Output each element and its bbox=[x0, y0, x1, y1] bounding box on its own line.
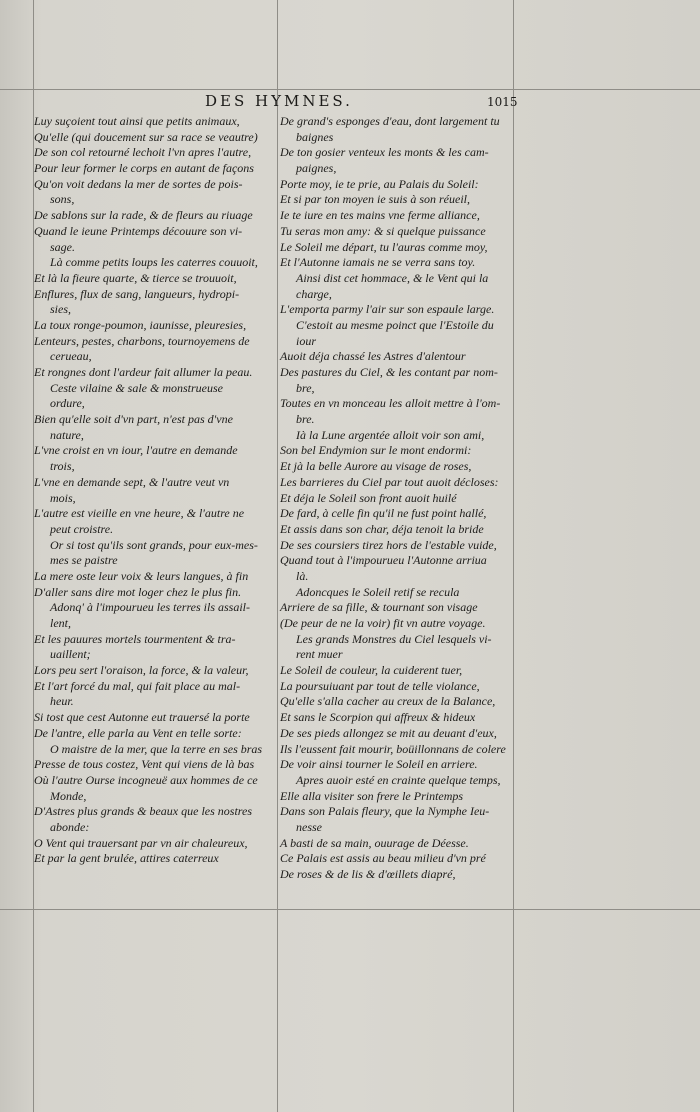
verse-line: Et par la gent brulée, attires caterreux bbox=[34, 851, 219, 866]
verse-line: ordure, bbox=[50, 396, 85, 411]
verse-line: L'vne en demande sept, & l'autre veut vn bbox=[34, 474, 230, 489]
verse-line: O Vent qui trauersant par vn air chaleureux, bbox=[34, 835, 248, 850]
verse-line: Et déja le Soleil son front auoit huilé bbox=[280, 490, 457, 505]
verse-line: Ie te iure en tes mains vne ferme alliance, bbox=[280, 208, 480, 223]
verse-line: mois, bbox=[50, 490, 76, 505]
verse-line: Elle alla visiter son frere le Printemps bbox=[280, 788, 464, 803]
verse-line: De l'antre, elle parla au Vent en telle sorte: bbox=[34, 725, 242, 740]
verse-line: De voir ainsi tourner le Soleil en arriere. bbox=[280, 757, 478, 772]
verse-line: sage. bbox=[50, 239, 75, 254]
verse-line: De ses coursiers tirez hors de l'estable vuide, bbox=[280, 537, 497, 552]
top-rule bbox=[0, 89, 700, 90]
verse-line: Qu'elle (qui doucement sur sa race se veautre) bbox=[34, 129, 258, 144]
verse-line: De roses & de lis & d'œillets diapré, bbox=[280, 867, 456, 881]
verse-line: trois, bbox=[50, 459, 75, 474]
verse-line: Ceste vilaine & sale & monstrueuse bbox=[50, 380, 223, 395]
verse-line: Là comme petits loups les caterres couuoit, bbox=[50, 255, 258, 270]
verse-line: La mere oste leur voix & leurs langues, à fin bbox=[34, 568, 249, 583]
verse-line: Toutes en vn monceau les alloit mettre à l'om- bbox=[280, 396, 501, 411]
verse-line: sies, bbox=[50, 302, 71, 317]
verse-line: iour bbox=[296, 333, 317, 348]
verse-line: De sablons sur la rade, & de fleurs au riuage bbox=[34, 208, 253, 223]
verse-line: Lors peu sert l'oraison, la force, & la valeur, bbox=[34, 663, 249, 678]
verse-line: La toux ronge-poumon, iaunisse, pleuresies, bbox=[34, 317, 247, 332]
verse-line: sons, bbox=[50, 192, 75, 207]
verse-line: Et l'art forcé du mal, qui fait place au mal- bbox=[34, 678, 241, 693]
verse-line: Les grands Monstres du Ciel lesquels vi- bbox=[296, 631, 492, 646]
verse-line: Si tost que cest Autonne eut trauersé la porte bbox=[34, 710, 250, 725]
verse-line: Dans son Palais fleury, que la Nymphe Ieu- bbox=[280, 804, 490, 819]
verse-line: L'emporta parmy l'air sur son espaule large. bbox=[280, 302, 495, 317]
verse-line: bre, bbox=[296, 380, 315, 395]
verse-line: mes se paistre bbox=[50, 553, 118, 568]
verse-line: rent muer bbox=[296, 647, 343, 662]
verse-line: Auoit déja chassé les Astres d'alentour bbox=[280, 349, 466, 364]
verse-line: Arriere de sa fille, & tournant son visage bbox=[280, 600, 478, 615]
verse-line: Presse de tous costez, Vent qui viens de là bas bbox=[34, 757, 255, 772]
verse-line: uaillent; bbox=[50, 647, 91, 662]
verse-line: Ce Palais est assis au beau milieu d'vn pré bbox=[280, 851, 486, 866]
verse-line: Bien qu'elle soit d'vn part, n'est pas d'vne bbox=[34, 412, 233, 427]
verse-line: Et les pauures mortels tourmentent & tra- bbox=[34, 631, 236, 646]
verse-line: Pour leur former le corps en autant de façons bbox=[34, 161, 254, 176]
verse-line: A basti de sa main, ouurage de Déesse. bbox=[280, 835, 469, 850]
verse-line: Qu'on voit dedans la mer de sortes de pois- bbox=[34, 176, 243, 191]
verse-line: De grand's esponges d'eau, dont largement tu bbox=[280, 114, 500, 128]
verse-line: De ses pieds allongez se mit au deuant d'eux, bbox=[280, 725, 497, 740]
verse-line: Apres auoir esté en crainte quelque temps, bbox=[296, 772, 501, 787]
verse-line: Et jà la belle Aurore au visage de roses, bbox=[280, 459, 472, 474]
verse-line: Et là la fieure quarte, & tierce se trouuoit, bbox=[34, 270, 237, 285]
verse-line: Où l'autre Ourse incogneuë aux hommes de ce bbox=[34, 772, 258, 787]
verse-line: Des pastures du Ciel, & les contant par nom- bbox=[280, 365, 498, 379]
verse-line: Quand le ieune Printemps découure son vi- bbox=[34, 223, 243, 238]
verse-line: Ià la Lune argentée alloit voir son ami, bbox=[296, 427, 485, 442]
verse-line: baignes bbox=[296, 129, 334, 144]
verse-line: cerueau, bbox=[50, 349, 92, 364]
verse-line: Et assis dans son char, déja tenoit la bride bbox=[280, 521, 484, 536]
verse-line: abonde: bbox=[50, 819, 90, 834]
verse-line: La poursuiuant par tout de telle violance, bbox=[280, 678, 480, 693]
right-text-column bbox=[280, 114, 516, 883]
verse-line: Tu seras mon amy: & si quelque puissance bbox=[280, 223, 486, 238]
verse-line: nesse bbox=[296, 819, 322, 834]
verse-line: Son bel Endymion sur le mont endormi: bbox=[280, 443, 472, 458]
verse-line: Le Soleil de couleur, la cuiderent tuer, bbox=[280, 663, 463, 678]
verse-line: C'estoit au mesme poinct que l'Estoile du bbox=[296, 317, 494, 332]
verse-line: L'vne croist en vn iour, l'autre en demande bbox=[34, 443, 238, 458]
verse-line: là. bbox=[296, 568, 309, 583]
verse-line: charge, bbox=[296, 286, 332, 301]
verse-line: Le Soleil me départ, tu l'auras comme moy, bbox=[280, 239, 488, 254]
verse-line: lent, bbox=[50, 616, 71, 630]
verse-line: heur. bbox=[50, 694, 74, 709]
verse-line: Et si par ton moyen ie suis à son réueil, bbox=[280, 192, 470, 207]
bottom-rule bbox=[0, 909, 700, 910]
verse-line: Adoncques le Soleil retif se recula bbox=[296, 584, 460, 599]
verse-line: Ils l'eussent fait mourir, boüillonnans de colere bbox=[280, 741, 506, 756]
verse-line: bre. bbox=[296, 412, 315, 427]
verse-line: De fard, à celle fin qu'il ne fust point hallé, bbox=[280, 506, 487, 521]
verse-line: Les barrieres du Ciel par tout auoit décloses: bbox=[280, 474, 499, 489]
center-rule bbox=[277, 0, 278, 1112]
verse-line: Et sans le Scorpion qui affreux & hideux bbox=[280, 710, 476, 725]
verse-line: L'autre est vieille en vne heure, & l'autre ne bbox=[34, 506, 245, 521]
verse-line: Enflures, flux de sang, langueurs, hydropi- bbox=[34, 286, 240, 301]
verse-line: D'aller sans dire mot loger chez le plus fin. bbox=[34, 584, 242, 599]
verse-line: Porte moy, ie te prie, au Palais du Soleil: bbox=[280, 176, 479, 191]
verse-line: Monde, bbox=[50, 788, 87, 803]
verse-line: nature, bbox=[50, 427, 84, 442]
page-number: 1015 bbox=[487, 95, 518, 109]
verse-line: Qu'elle s'alla cacher au creux de la Balance, bbox=[280, 694, 496, 709]
verse-line: paignes, bbox=[296, 161, 337, 176]
verse-line: (De peur de ne la voir) fit vn autre voyage. bbox=[280, 616, 486, 630]
verse-line: O maistre de la mer, que la terre en ses bras bbox=[50, 741, 263, 756]
left-text-column bbox=[34, 114, 270, 867]
verse-line: D'Astres plus grands & beaux que les nostres bbox=[34, 804, 252, 819]
verse-line: De son col retourné lechoit l'vn apres l'autre, bbox=[34, 145, 252, 160]
verse-line: Luy suçoient tout ainsi que petits animaux, bbox=[34, 114, 240, 128]
verse-line: Adonq' à l'impourueu les terres ils assail- bbox=[50, 600, 251, 615]
verse-line: Quand tout à l'impourueu l'Autonne arriua bbox=[280, 553, 487, 568]
verse-line: Lenteurs, pestes, charbons, tournoyemens de bbox=[34, 333, 250, 348]
verse-line: De ton gosier venteux les monts & les cam- bbox=[280, 145, 489, 160]
verse-line: Or si tost qu'ils sont grands, pour eux-mes- bbox=[50, 537, 258, 552]
verse-line: Ainsi dist cet hommace, & le Vent qui la bbox=[296, 270, 489, 285]
verse-line: peut croistre. bbox=[50, 521, 114, 536]
verse-line: Et rongnes dont l'ardeur fait allumer la peau. bbox=[34, 365, 253, 379]
verse-line: Et l'Autonne iamais ne se verra sans toy. bbox=[280, 255, 476, 270]
running-header: DES HYMNES. bbox=[205, 92, 353, 110]
